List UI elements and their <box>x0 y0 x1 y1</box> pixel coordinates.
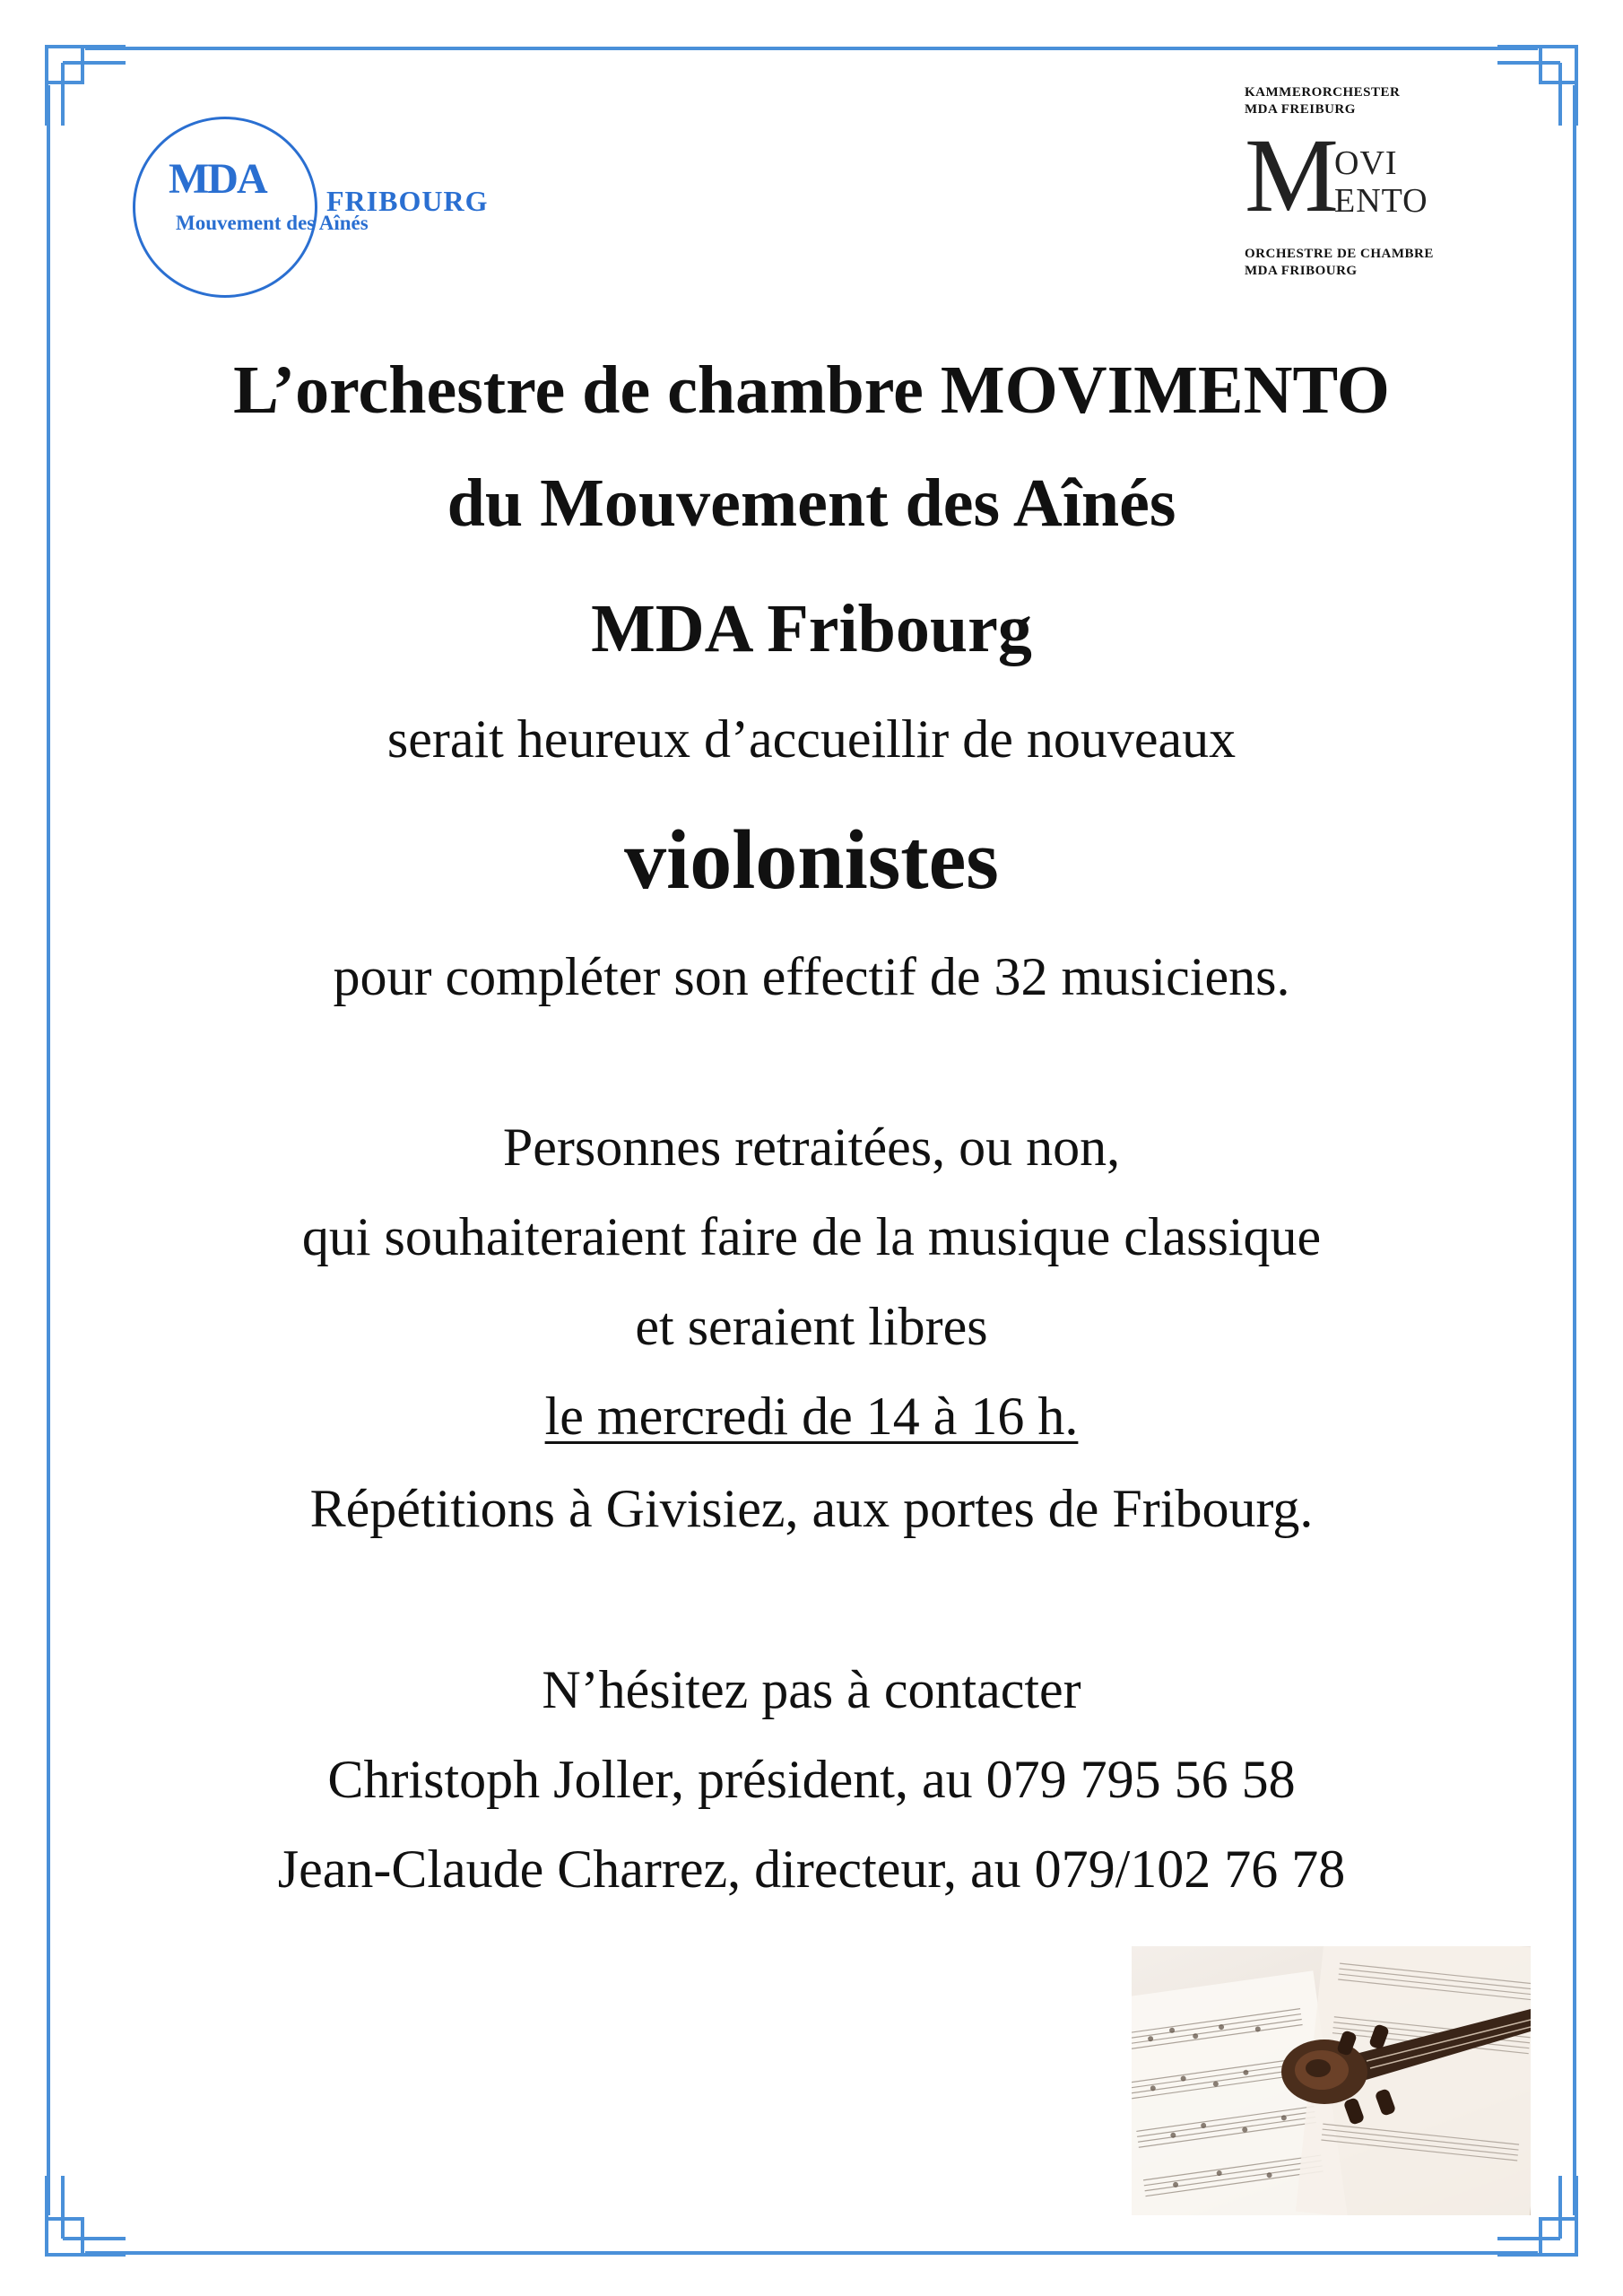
contact-president: Christoph Joller, président, au 079 795 56 58 <box>327 1750 1296 1809</box>
frame-corner-bottom-left <box>36 2176 126 2266</box>
heading-line-1: L’orchestre de chambre MOVIMENTO <box>233 352 1390 428</box>
details-line-2: qui souhaiteraient faire de la musique classique <box>301 1207 1322 1266</box>
mda-logo-circle <box>133 117 317 298</box>
movimento-logo-line1: KAMMERORCHESTER <box>1245 85 1401 100</box>
movimento-logo <box>1245 84 1514 317</box>
location-text: Répétitions à Givisiez, aux portes de Fribourg. <box>309 1479 1314 1538</box>
movimento-logo-line3: ORCHESTRE DE CHAMBRE <box>1245 247 1434 261</box>
movimento-logo-big-m: M <box>1245 117 1339 234</box>
intro-text: serait heureux d’accueillir de nouveaux <box>386 709 1237 769</box>
heading-line-2: du Mouvement des Aînés <box>447 465 1176 541</box>
mda-logo-mark: MDA <box>169 155 266 203</box>
schedule-text <box>0 1386 1623 1448</box>
movimento-logo-mark <box>1245 117 1514 234</box>
contact-director: Jean-Claude Charrez, directeur, au 079/102 76 78 <box>277 1839 1346 1899</box>
movimento-logo-ento: ENTO <box>1334 182 1428 220</box>
details-line-3: et seraient libres <box>635 1297 988 1356</box>
purpose-text: pour compléter son effectif de 32 musiciens. <box>333 947 1290 1006</box>
heading-line-3: MDA Fribourg <box>591 591 1032 666</box>
movimento-logo-line2: MDA FREIBURG <box>1245 102 1356 117</box>
violin-sheet-music-photo <box>1132 1946 1531 2215</box>
movimento-logo-line4: MDA FRIBOURG <box>1245 264 1358 278</box>
frame-top <box>85 47 1538 50</box>
movimento-logo-ovi: OVI <box>1334 144 1398 182</box>
mda-fribourg-logo <box>133 117 491 296</box>
mda-logo-region: FRIBOURG <box>326 185 489 217</box>
contact-intro: N’hésitez pas à contacter <box>542 1660 1081 1719</box>
details-line-1: Personnes retraitées, ou non, <box>502 1118 1121 1177</box>
highlight-word: violonistes <box>624 813 999 907</box>
frame-bottom <box>85 2251 1538 2255</box>
mda-logo-subtitle: Mouvement des Aînés <box>176 212 369 234</box>
schedule-underlined: le mercredi de 14 à 16 h. <box>544 1387 1079 1446</box>
violin-illustration <box>1132 1946 1531 2215</box>
frame-corner-top-left <box>36 36 126 126</box>
